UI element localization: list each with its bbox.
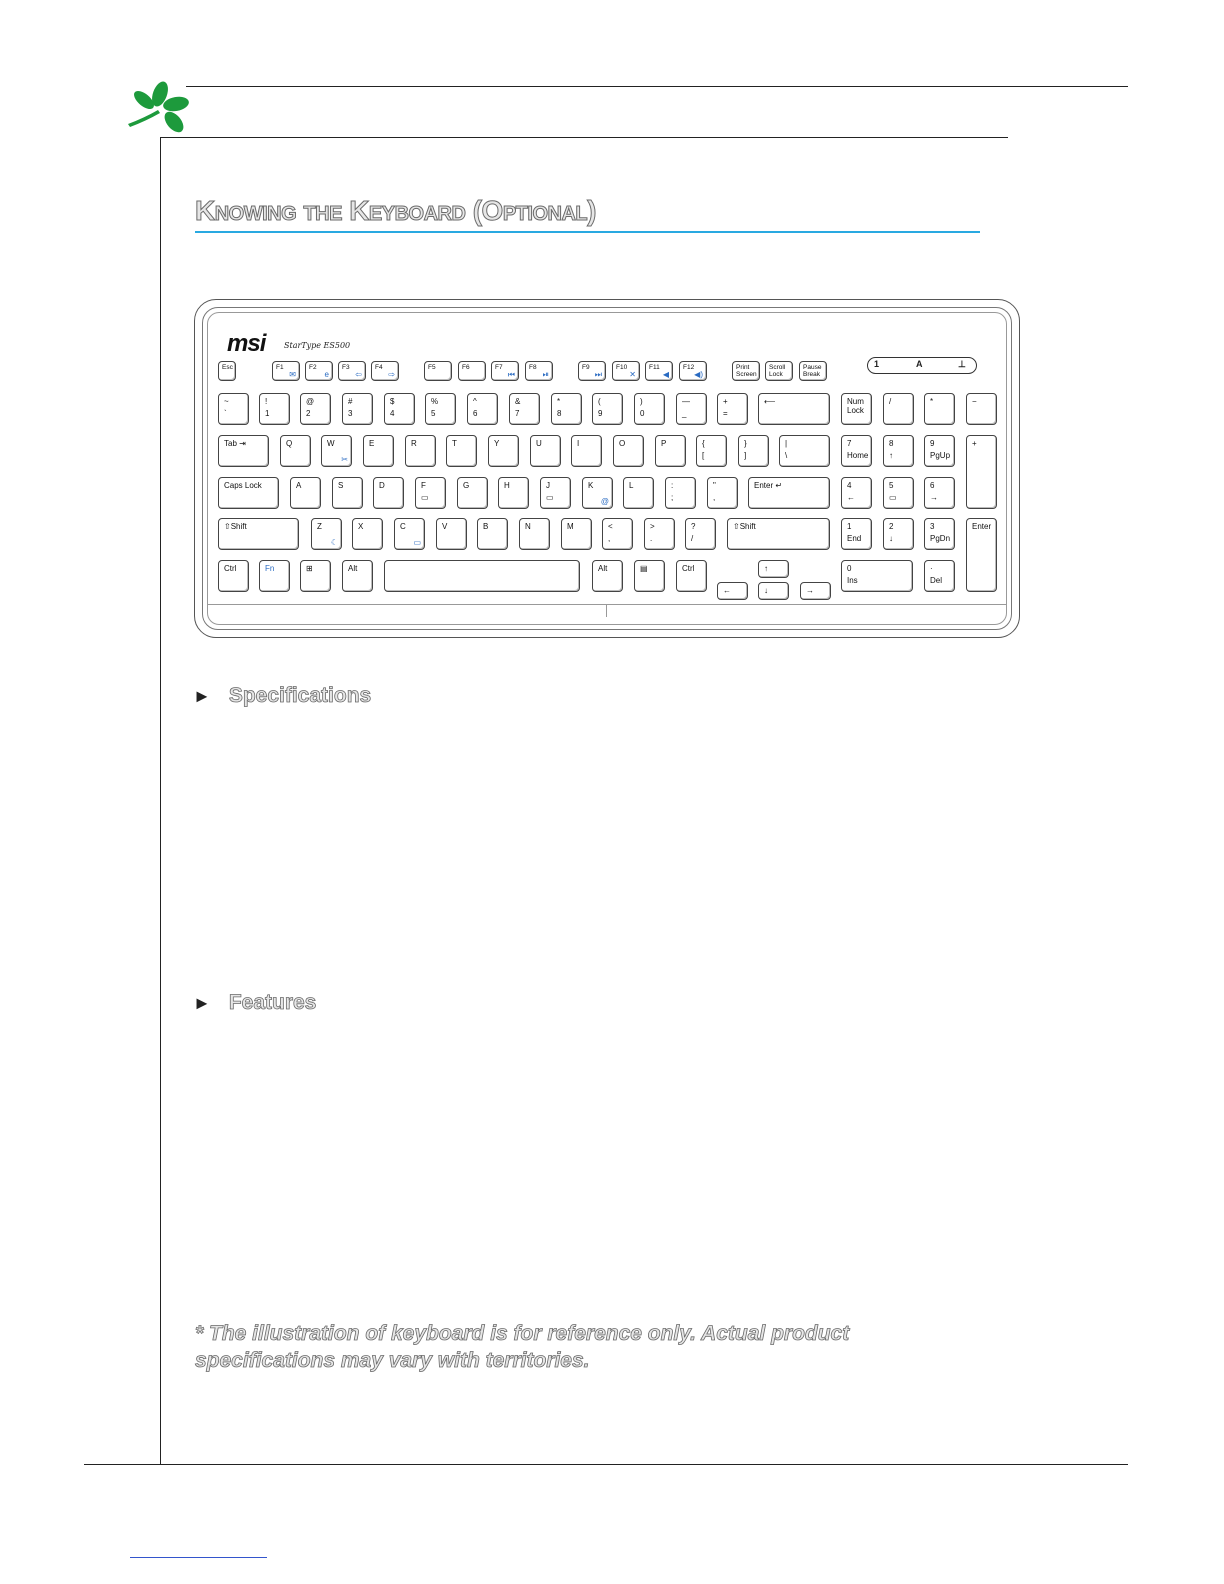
key-label: @ — [306, 397, 315, 406]
key-3-5 — [457, 477, 488, 509]
key-label: 7 — [847, 439, 852, 448]
key-secondary-label: \ — [785, 451, 788, 460]
key-label: Y — [494, 439, 500, 448]
key-function-icon: ⏮ — [507, 370, 515, 379]
section-label: Features — [228, 991, 317, 1014]
key-2-14 — [841, 435, 872, 467]
key-secondary-label: = — [723, 409, 728, 418]
key-4-13 — [883, 518, 914, 550]
page-title — [195, 195, 596, 227]
key-secondary-label: _ — [682, 409, 687, 418]
key-3-15 — [924, 477, 955, 509]
key-label: Caps Lock — [224, 481, 262, 490]
key-label: } — [744, 439, 747, 448]
key-label: V — [442, 522, 448, 531]
key-1-10 — [634, 393, 665, 425]
key-0-14 — [765, 361, 793, 381]
key-secondary-label: Home — [847, 451, 869, 460]
key-4-0 — [218, 518, 299, 550]
key-5-10 — [758, 582, 789, 600]
key-label: Fn — [265, 564, 275, 573]
key-2-10 — [655, 435, 686, 467]
key-label: F9 — [582, 364, 590, 371]
key-label: Q — [286, 439, 293, 448]
key-label: " — [713, 481, 716, 490]
key-label: — — [682, 397, 690, 406]
key-secondary-label: Ins — [847, 576, 858, 585]
key-3-12 — [748, 477, 830, 509]
key-label: % — [431, 397, 439, 406]
key-secondary-label: ` — [224, 409, 227, 418]
key-label: : — [671, 481, 674, 490]
header-rule-bottom — [160, 137, 1008, 138]
key-0-13 — [732, 361, 760, 381]
key-secondary-label: ] — [744, 451, 747, 460]
key-5-0 — [218, 560, 249, 592]
key-3-0 — [218, 477, 279, 509]
key-label: F6 — [462, 364, 470, 371]
key-1-3 — [342, 393, 373, 425]
key-label: F1 — [276, 364, 284, 371]
key-function-icon: ⇨ — [388, 370, 395, 379]
page-title-text: Knowing the Keyboard (Optional) — [195, 195, 596, 226]
key-5-13 — [924, 560, 955, 592]
key-secondary-label: 7 — [515, 409, 520, 418]
key-5-3 — [342, 560, 373, 592]
scroll-lock-indicator: ⊥ — [958, 359, 966, 369]
section-label: Specifications — [228, 684, 372, 707]
key-label: F2 — [309, 364, 317, 371]
key-label: ! — [265, 397, 268, 406]
key-secondary-label: Del — [930, 576, 943, 585]
key-label: Scroll Lock — [769, 364, 786, 378]
key-0-9 — [578, 361, 606, 381]
key-0-7 — [491, 361, 519, 381]
key-4-11 — [727, 518, 830, 550]
key-function-icon: ☾ — [330, 538, 338, 547]
key-label: 0 — [847, 564, 852, 573]
key-label: Z — [317, 522, 322, 531]
key-2-8 — [571, 435, 602, 467]
key-label: A — [296, 481, 302, 490]
key-label: F3 — [342, 364, 350, 371]
key-2-7 — [530, 435, 561, 467]
key-label: I — [577, 439, 580, 448]
key-label: G — [463, 481, 470, 490]
key-0-2 — [305, 361, 333, 381]
key-5-8 — [758, 560, 789, 578]
key-0-0 — [218, 361, 236, 381]
key-secondary-label: 4 — [390, 409, 395, 418]
key-4-9 — [644, 518, 675, 550]
key-label: − — [972, 397, 977, 406]
key-4-6 — [519, 518, 550, 550]
key-secondary-label: ← — [847, 493, 855, 502]
key-1-7 — [509, 393, 540, 425]
key-label: / — [889, 397, 892, 406]
key-label: & — [515, 397, 521, 406]
key-label: | — [785, 439, 788, 448]
key-secondary-label: [ — [702, 451, 705, 460]
key-5-4 — [384, 560, 580, 592]
key-label: ^ — [473, 397, 477, 406]
key-2-1 — [280, 435, 311, 467]
key-label: ⇧Shift — [224, 522, 247, 531]
key-1-8 — [551, 393, 582, 425]
key-label: X — [358, 522, 364, 531]
key-secondary-label: 8 — [557, 409, 562, 418]
key-label: F5 — [428, 364, 436, 371]
key-label: 8 — [889, 439, 894, 448]
key-secondary-label: End — [847, 534, 862, 543]
key-label: F7 — [495, 364, 503, 371]
key-label: Enter — [972, 522, 992, 531]
key-label: Alt — [348, 564, 358, 573]
key-label: ▤ — [640, 564, 648, 573]
key-secondary-label: 3 — [348, 409, 353, 418]
key-function-icon: ✕ — [629, 370, 636, 379]
key-2-12 — [738, 435, 769, 467]
key-4-4 — [436, 518, 467, 550]
key-2-17 — [966, 435, 997, 509]
key-label: * — [557, 397, 561, 406]
key-1-14 — [841, 393, 872, 425]
section-specifications — [193, 684, 371, 708]
key-2-6 — [488, 435, 519, 467]
key-label: R — [411, 439, 417, 448]
key-label: Tab ⇥ — [224, 439, 246, 448]
key-3-7 — [540, 477, 571, 509]
key-label: ~ — [224, 397, 229, 406]
key-secondary-label: , — [608, 534, 611, 543]
key-label: S — [338, 481, 344, 490]
key-label: { — [702, 439, 705, 448]
key-label: 9 — [930, 439, 935, 448]
key-function-icon: @ — [600, 497, 609, 506]
key-5-9 — [717, 582, 748, 600]
key-secondary-label: 9 — [598, 409, 603, 418]
key-5-6 — [634, 560, 665, 592]
bullet-triangle-icon: ► — [193, 993, 211, 1013]
key-label: + — [723, 397, 728, 406]
key-3-4 — [415, 477, 446, 509]
key-4-3 — [394, 518, 425, 550]
key-2-15 — [883, 435, 914, 467]
key-3-3 — [373, 477, 404, 509]
key-0-5 — [424, 361, 452, 381]
key-1-11 — [676, 393, 707, 425]
key-label: 3 — [930, 522, 935, 531]
key-5-1 — [259, 560, 290, 592]
key-1-5 — [425, 393, 456, 425]
key-function-icon: e — [324, 370, 329, 379]
key-label: J — [546, 481, 550, 490]
key-5-2 — [300, 560, 331, 592]
clover-logo-icon — [124, 80, 190, 136]
key-label: 5 — [889, 481, 894, 490]
key-label: Num Lock — [847, 397, 864, 415]
key-4-14 — [924, 518, 955, 550]
key-label: Ctrl — [682, 564, 695, 573]
num-lock-indicator: 1 — [874, 359, 880, 369]
key-secondary-label: ▭ — [421, 493, 429, 502]
key-secondary-label: PgDn — [930, 534, 951, 543]
key-label: ) — [640, 397, 643, 406]
key-label: · — [930, 564, 933, 573]
key-label: + — [972, 439, 977, 448]
left-margin-rule — [160, 137, 161, 1465]
key-2-5 — [446, 435, 477, 467]
key-3-9 — [623, 477, 654, 509]
key-1-17 — [966, 393, 997, 425]
keyboard-center-mark — [606, 604, 607, 617]
key-label: Esc — [222, 364, 233, 371]
key-label: N — [525, 522, 531, 531]
key-function-icon: ◀ — [662, 370, 669, 379]
key-3-10 — [665, 477, 696, 509]
key-1-12 — [717, 393, 748, 425]
key-secondary-label: . — [650, 534, 653, 543]
key-secondary-label: 6 — [473, 409, 478, 418]
key-1-4 — [384, 393, 415, 425]
key-secondary-label: 1 — [265, 409, 270, 418]
key-label: F — [421, 481, 426, 490]
key-label: 4 — [847, 481, 852, 490]
footer-link-underline — [130, 1557, 267, 1558]
key-label: H — [504, 481, 510, 490]
key-0-11 — [645, 361, 673, 381]
keyboard-illustration — [194, 299, 1020, 638]
key-3-6 — [498, 477, 529, 509]
key-label: # — [348, 397, 353, 406]
key-label: F11 — [649, 364, 660, 371]
key-label: ⊞ — [306, 564, 313, 573]
key-3-11 — [707, 477, 738, 509]
key-1-6 — [467, 393, 498, 425]
caps-lock-indicator: A — [916, 359, 923, 369]
title-underline — [195, 231, 980, 233]
key-3-8 — [582, 477, 613, 509]
key-3-2 — [332, 477, 363, 509]
key-label: F10 — [616, 364, 628, 371]
key-0-6 — [458, 361, 486, 381]
key-label: ← — [723, 586, 731, 595]
key-4-2 — [352, 518, 383, 550]
reference-note: * The illustration of keyboard is for reference only. Actual product specifications may vary with territories. — [195, 1322, 850, 1372]
key-function-icon: ⏭ — [594, 370, 602, 379]
key-0-12 — [679, 361, 707, 381]
section-features — [193, 991, 316, 1015]
key-secondary-label: ; — [671, 493, 674, 502]
key-3-13 — [841, 477, 872, 509]
key-2-11 — [696, 435, 727, 467]
key-label: D — [379, 481, 385, 490]
key-function-icon: ⏯ — [542, 370, 549, 379]
key-secondary-label: PgUp — [930, 451, 951, 460]
key-function-icon: ▭ — [413, 538, 421, 547]
key-1-1 — [259, 393, 290, 425]
key-4-5 — [477, 518, 508, 550]
key-label: 1 — [847, 522, 852, 531]
key-secondary-label: 0 — [640, 409, 645, 418]
key-5-11 — [800, 582, 831, 600]
key-label: B — [483, 522, 489, 531]
key-4-12 — [841, 518, 872, 550]
key-label: W — [327, 439, 335, 448]
key-0-8 — [525, 361, 553, 381]
key-secondary-label: ▭ — [546, 493, 554, 502]
key-label: < — [608, 522, 613, 531]
key-secondary-label: / — [691, 534, 694, 543]
key-label: L — [629, 481, 634, 490]
key-label: ⟵ — [764, 397, 776, 406]
key-2-13 — [779, 435, 830, 467]
key-label: ↓ — [764, 586, 768, 595]
key-1-16 — [924, 393, 955, 425]
key-0-3 — [338, 361, 366, 381]
key-label: ( — [598, 397, 601, 406]
key-label: $ — [390, 397, 395, 406]
key-label: Pause Break — [803, 364, 822, 378]
key-function-icon: ◀) — [694, 370, 703, 379]
key-secondary-label: ↑ — [889, 451, 893, 460]
keyboard-lock-indicators — [867, 357, 977, 374]
key-secondary-label: ▭ — [889, 493, 897, 502]
key-label: F12 — [683, 364, 695, 371]
key-5-7 — [676, 560, 707, 592]
key-label: Alt — [598, 564, 608, 573]
key-4-7 — [561, 518, 592, 550]
footer-rule — [84, 1464, 1128, 1465]
key-label: Enter ↵ — [754, 481, 783, 490]
key-0-1 — [272, 361, 300, 381]
header-rule-top — [186, 86, 1128, 87]
key-label: U — [536, 439, 542, 448]
key-4-1 — [311, 518, 342, 550]
key-0-15 — [799, 361, 827, 381]
key-label: F4 — [375, 364, 383, 371]
key-label: 6 — [930, 481, 935, 490]
key-function-icon: ✉ — [289, 370, 296, 379]
keyboard-brand-logo: msi — [227, 330, 266, 357]
key-1-0 — [218, 393, 249, 425]
key-label: → — [806, 586, 814, 595]
key-5-12 — [841, 560, 913, 592]
key-label: O — [619, 439, 626, 448]
key-1-2 — [300, 393, 331, 425]
key-1-15 — [883, 393, 914, 425]
bullet-triangle-icon: ► — [193, 686, 211, 706]
key-1-13 — [758, 393, 830, 425]
key-3-1 — [290, 477, 321, 509]
key-label: ⇧Shift — [733, 522, 756, 531]
key-label: ? — [691, 522, 696, 531]
key-secondary-label: , — [713, 493, 716, 502]
key-2-3 — [363, 435, 394, 467]
key-secondary-label: → — [930, 493, 938, 502]
key-1-9 — [592, 393, 623, 425]
key-4-15 — [966, 518, 997, 592]
key-4-10 — [685, 518, 716, 550]
key-label: P — [661, 439, 667, 448]
key-label: M — [567, 522, 574, 531]
key-2-16 — [924, 435, 955, 467]
key-label: T — [452, 439, 457, 448]
key-function-icon: ⇦ — [355, 370, 362, 379]
key-2-4 — [405, 435, 436, 467]
key-secondary-label: 5 — [431, 409, 436, 418]
key-label: 2 — [889, 522, 894, 531]
key-5-5 — [592, 560, 623, 592]
key-0-4 — [371, 361, 399, 381]
key-label: > — [650, 522, 655, 531]
key-function-icon: ✂ — [341, 455, 348, 464]
key-secondary-label: 2 — [306, 409, 311, 418]
key-label: K — [588, 481, 594, 490]
key-label: ↑ — [764, 564, 768, 573]
key-3-14 — [883, 477, 914, 509]
key-0-10 — [612, 361, 640, 381]
key-label: Ctrl — [224, 564, 237, 573]
keyboard-model-label: StarType ES500 — [284, 341, 351, 350]
key-label: Print Screen — [736, 364, 757, 378]
key-2-2 — [321, 435, 352, 467]
key-label: C — [400, 522, 406, 531]
key-label: * — [930, 397, 934, 406]
key-2-9 — [613, 435, 644, 467]
key-4-8 — [602, 518, 633, 550]
keyboard-base-line — [207, 604, 1007, 605]
key-2-0 — [218, 435, 269, 467]
key-secondary-label: ↓ — [889, 534, 893, 543]
key-label: E — [369, 439, 375, 448]
key-label: F8 — [529, 364, 537, 371]
